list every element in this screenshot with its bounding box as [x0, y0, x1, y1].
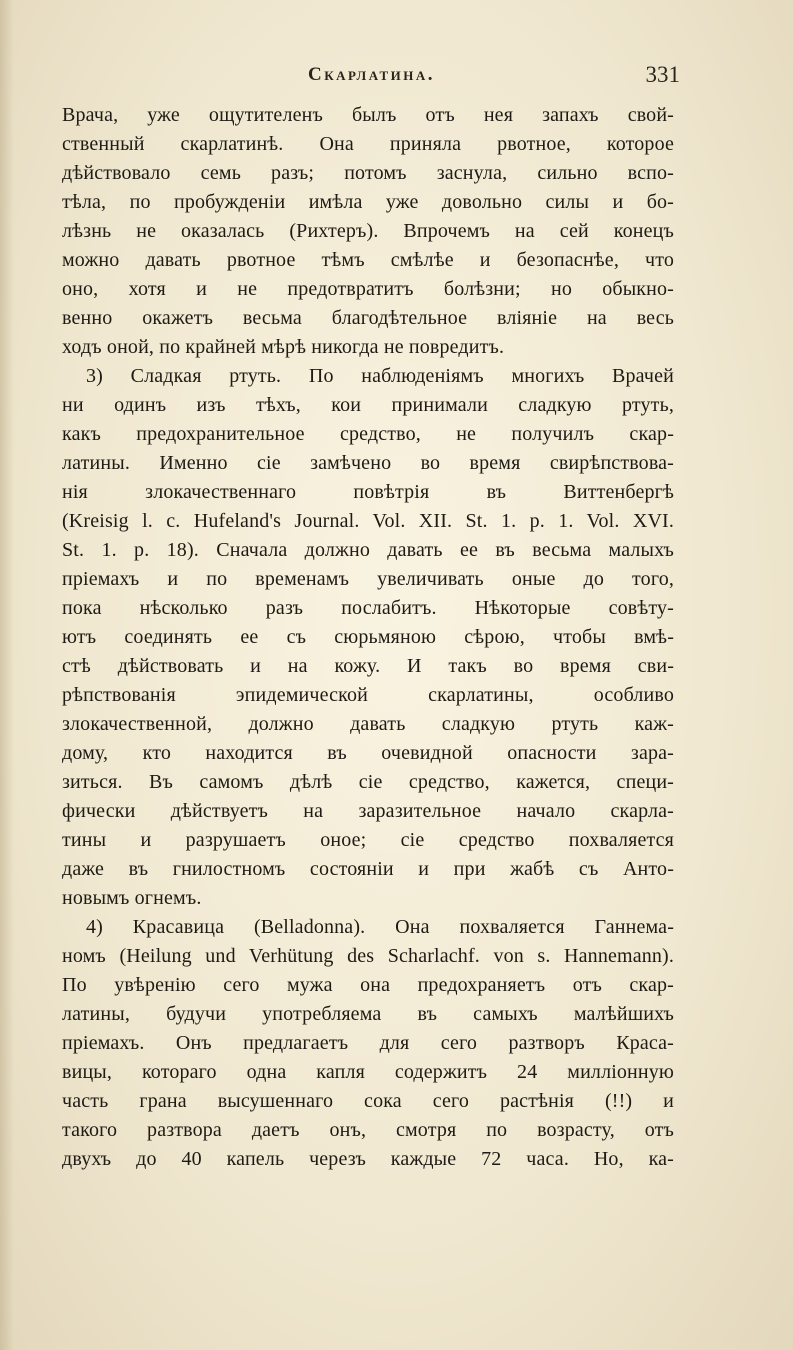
text-line: тины и разрушаетъ оное; сіе средство похваляется — [62, 829, 674, 851]
text-line: дому, кто находится въ очевидной опасности зара- — [62, 742, 674, 764]
text-line: венно окажетъ весьма благодѣтельное вліяніе на весь — [62, 307, 674, 329]
page-number: 331 — [645, 62, 680, 87]
text-line: злокачественной, должно давать сладкую ртуть каж- — [62, 713, 674, 735]
text-line: латины. Именно сіе замѣчено во время свирѣпствова- — [62, 452, 674, 474]
text-line: нія злокачественнаго повѣтрія въ Виттенбергѣ — [62, 481, 674, 503]
text-line: ни одинъ изъ тѣхъ, кои принимали сладкую ртуть, — [62, 394, 674, 416]
text-line: номъ (Heilung und Verhütung des Scharlachf. von s. Hannemann). — [62, 945, 674, 967]
text-line: часть грана высушеннаго сока сего растѣнія (!!) и — [62, 1090, 674, 1112]
text-line: ственный скарлатинѣ. Она приняла рвотное, которое — [62, 133, 674, 155]
page-gutter-shadow — [0, 0, 14, 1350]
text-line: ютъ соединять ее съ сюрьмяною сѣрою, чтобы вмѣ- — [62, 626, 674, 648]
text-line: Врача, уже ощутителенъ былъ отъ нея запахъ свой- — [62, 104, 674, 126]
text-line: оно, хотя и не предотвратитъ болѣзни; но обыкно- — [62, 278, 674, 300]
text-line: лѣзнь не оказалась (Рихтеръ). Впрочемъ на сей конецъ — [62, 220, 674, 242]
text-line: фически дѣйствуетъ на заразительное начало скарла- — [62, 800, 674, 822]
text-line: St. 1. p. 18). Сначала должно давать ее въ весьма малыхъ — [62, 539, 674, 561]
text-line: рѣпствованія эпидемической скарлатины, особливо — [62, 684, 674, 706]
text-line: По увѣренію сего мужа она предохраняетъ отъ скар- — [62, 974, 674, 996]
text-line: двухъ до 40 капель черезъ каждые 72 часа. Но, ка- — [62, 1148, 674, 1170]
text-line: дѣйствовало семь разъ; потомъ заснула, сильно вспо- — [62, 162, 674, 184]
text-line: стѣ дѣйствовать и на кожу. И такъ во время сви- — [62, 655, 674, 677]
text-line: даже въ гнилостномъ состояніи и при жабѣ съ Анто- — [62, 858, 674, 880]
text-line: латины, будучи употребляема въ самыхъ малѣйшихъ — [62, 1003, 674, 1025]
text-line: зиться. Въ самомъ дѣлѣ сіе средство, кажется, специ- — [62, 771, 674, 793]
text-line: вицы, котораго одна капля содержитъ 24 милліонную — [62, 1061, 674, 1083]
page-header — [80, 62, 680, 92]
running-title: Скарлатина. — [308, 64, 435, 85]
text-line: новымъ огнемъ. — [62, 887, 202, 909]
text-line: пока нѣсколько разъ послабитъ. Нѣкоторые совѣту- — [62, 597, 674, 619]
text-line: (Kreisig l. c. Hufeland's Journal. Vol. XII. St. 1. p. 1. Vol. XVI. — [62, 510, 674, 532]
text-line: ходъ оной, по крайней мѣрѣ никогда не повредитъ. — [62, 336, 505, 358]
text-line: такого разтвора даетъ онъ, смотря по возрасту, отъ — [62, 1119, 674, 1141]
text-line: можно давать рвотное тѣмъ смѣлѣе и безопаснѣе, что — [62, 249, 674, 271]
text-line: пріемахъ и по временамъ увеличивать оные до того, — [62, 568, 674, 590]
text-line: тѣла, по пробужденіи имѣла уже довольно силы и бо- — [62, 191, 674, 213]
text-line: пріемахъ. Онъ предлагаетъ для сего разтворъ Краса- — [62, 1032, 674, 1054]
body-text — [62, 101, 674, 1174]
text-line: какъ предохранительное средство, не получилъ скар- — [62, 423, 674, 445]
text-line: 3) Сладкая ртуть. По наблюденіямъ многихъ Врачей — [86, 365, 674, 387]
text-line: 4) Красавица (Belladonna). Она похваляется Ганнема- — [86, 916, 674, 938]
